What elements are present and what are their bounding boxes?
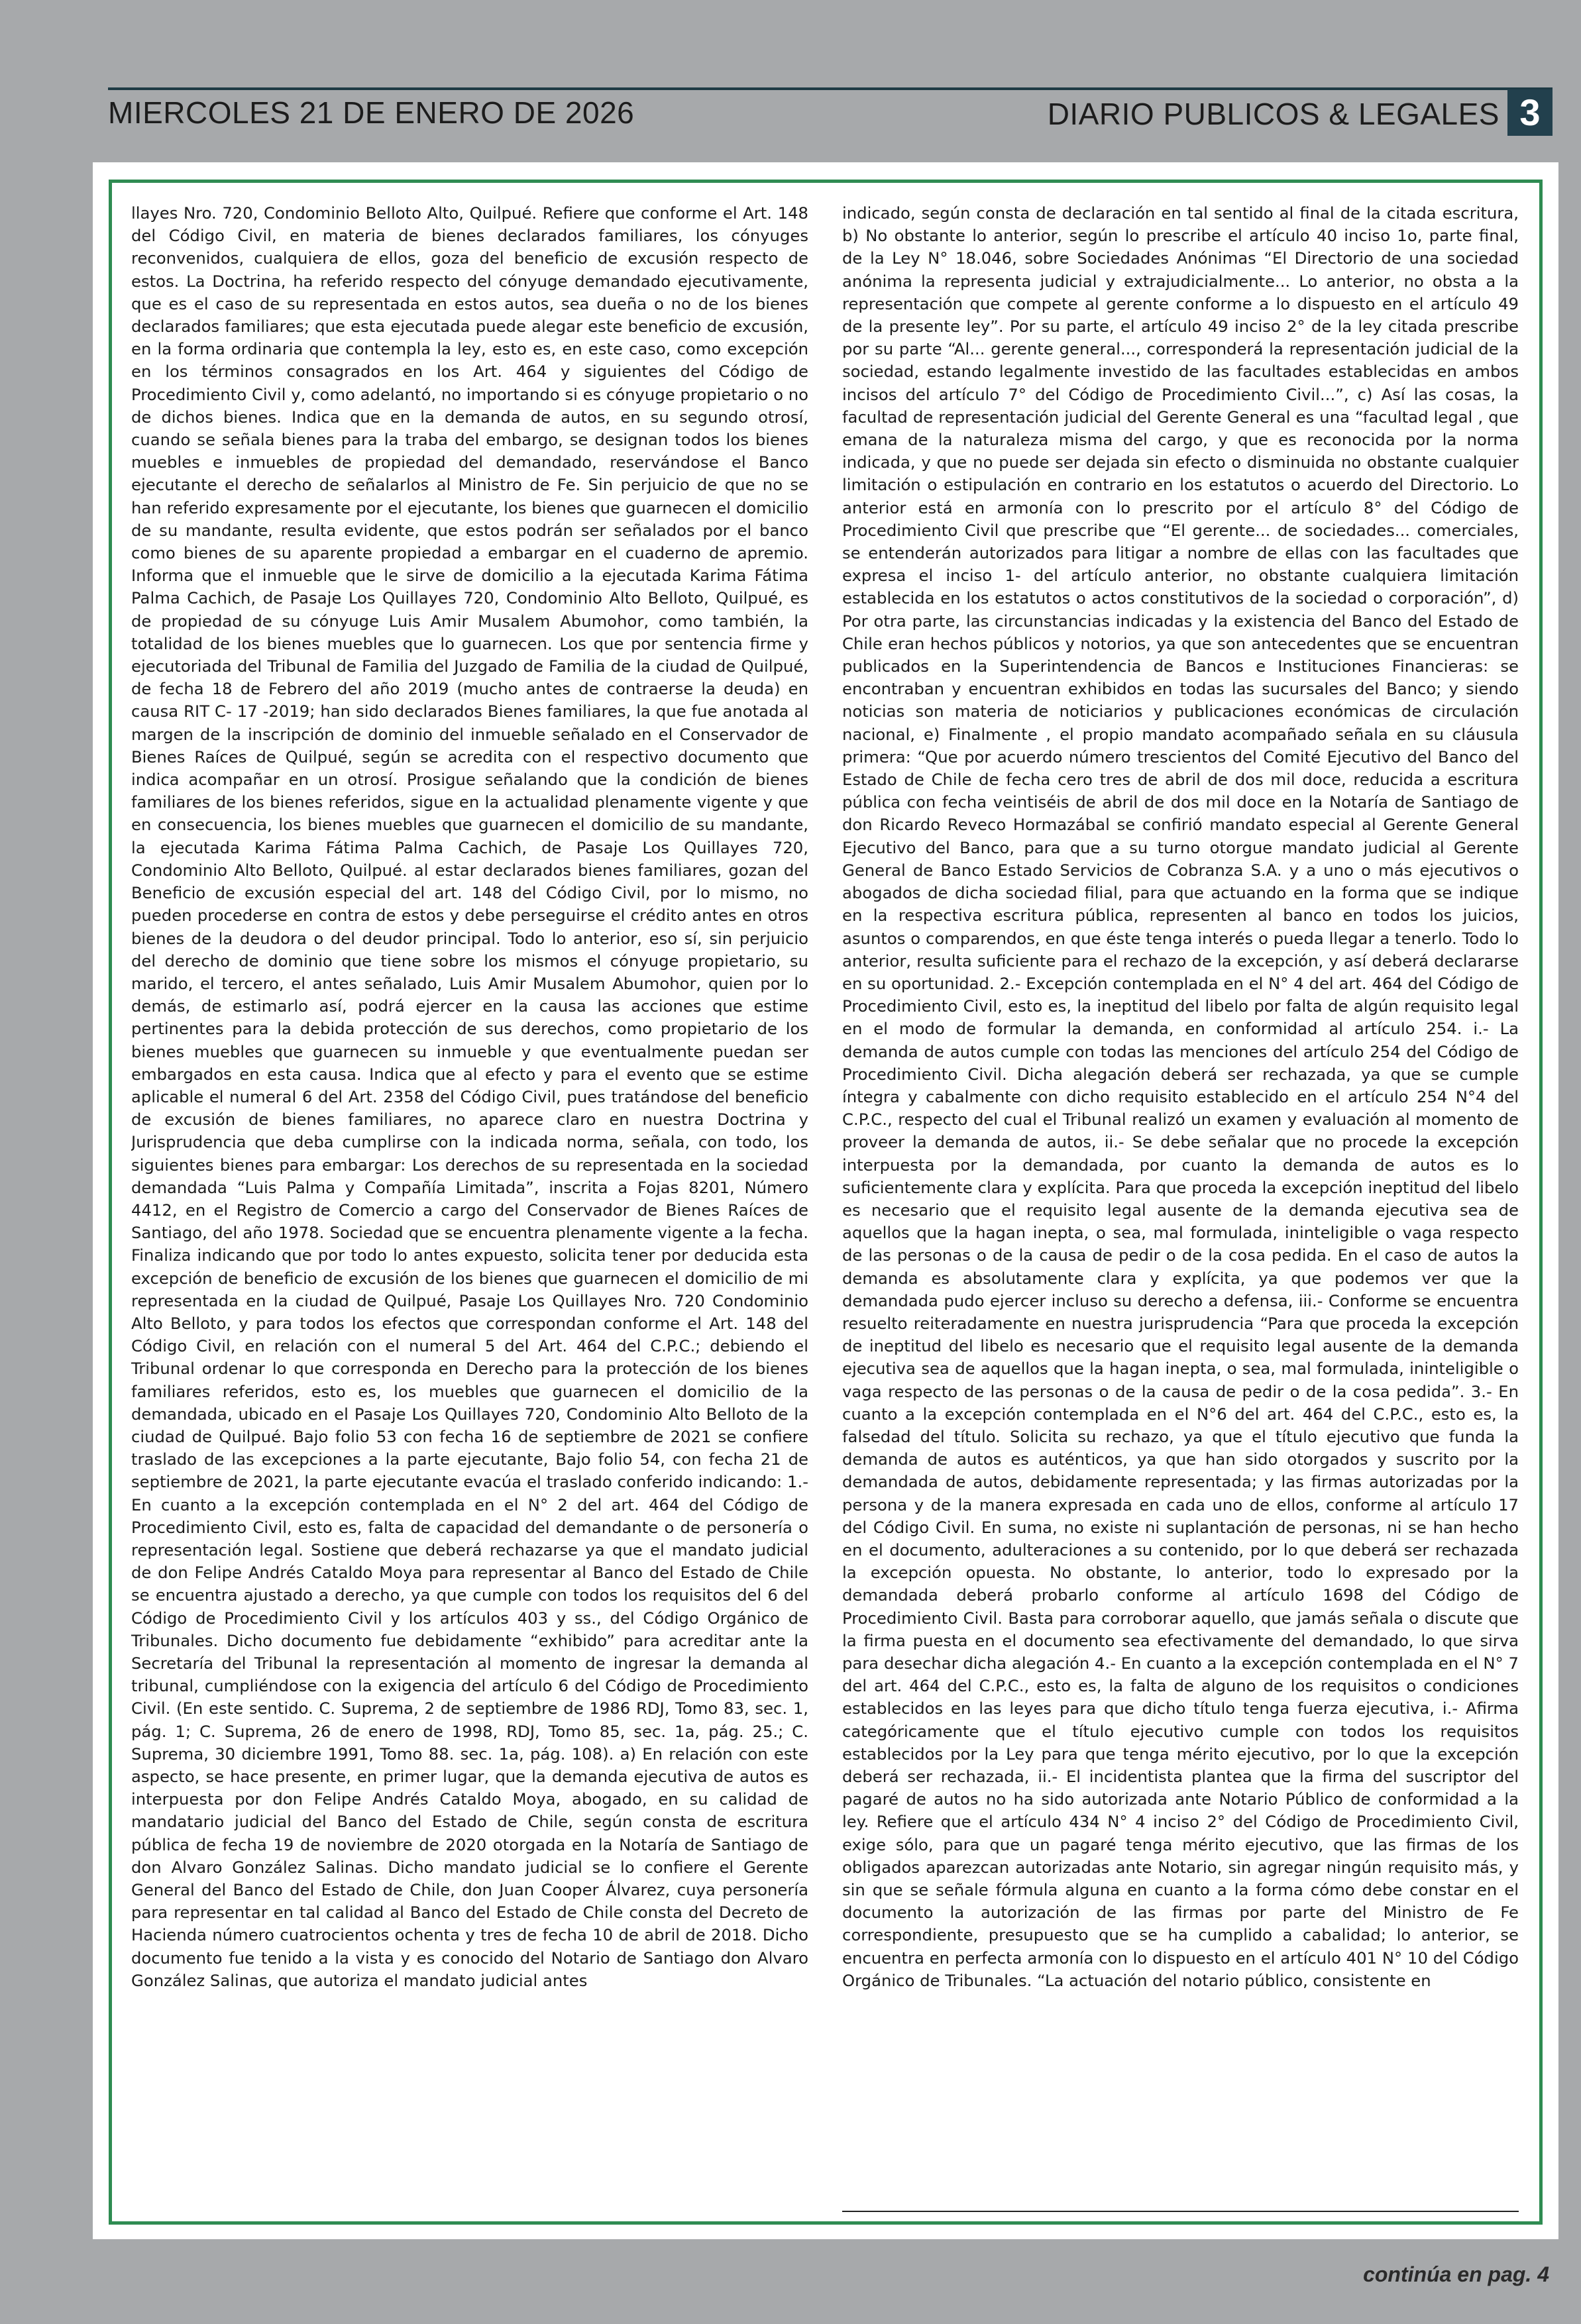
column-end-rule <box>842 2211 1519 2212</box>
header-rule <box>108 87 1553 90</box>
page-number-badge: 3 <box>1507 89 1553 136</box>
continuation-note: continúa en pag. 4 <box>1363 2262 1549 2286</box>
publication-name: DIARIO PUBLICOS & LEGALES <box>1047 97 1499 131</box>
page-header <box>108 83 1553 132</box>
issue-date: MIERCOLES 21 DE ENERO DE 2026 <box>108 95 635 130</box>
article-sheet <box>93 162 1558 2239</box>
text-column-right: indicado, según consta de declaración en tal sentido al final de la citada escritura, b) No obstante lo anterior, según lo prescribe el artículo 40 inciso 1o, parte final, de la Ley N° 18.046, sobre Sociedades Anónimas “El Directorio de una sociedad anónima la representa judicial y extrajudicialmente... Lo anterior, no obsta a la representación que compete al gerente conforme a lo dispuesto en el artículo 49 de la presente ley”. Por su parte, el artículo 49 inciso 2° de la ley citada prescribe por su parte “Al... gerente general..., corresponderá la representación judicial de la sociedad, estando legalmente investido de las facultades establecidas en ambos incisos del artículo 7° del Código de Procedimiento Civil...”, c) Así las cosas, la facultad de representación judicial del Gerente General es una “facultad legal , que emana de la naturaleza misma del cargo, y que es reconocida por la norma indicada, y que no puede ser dejada sin efecto o disminuida no obstante cualquier limitación o estipulación en contrario en los estatutos o acuerdo del Directorio. Lo anterior está en armonía con lo prescrito por el artículo 8° del Código de Procedimiento Civil que prescribe que “El gerente... de sociedades... comerciales, se entenderán autorizados para litigar a nombre de ellas con las facultades que expresa el inciso 1- del artículo anterior, no obstante cualquiera limitación establecida en los estatutos o actos constitutivos de la sociedad o corporación”, d) Por otra parte, las circunstancias indicadas y la existencia del Banco del Estado de Chile eran hechos públicos y notorios, ya que son antecedentes que se encuentran publicados en la Superintendencia de Bancos e Instituciones Financieras: se encontraban y encuentran exhibidos en todas las sucursales del Banco; y siendo noticias son materia de noticiarios y publicaciones económicas de circulación nacional, e) Finalmente , el propio mandato acompañado señala en su cláusula primera: “Que por acuerdo número trescientos del Comité Ejecutivo del Banco del Estado de Chile de fecha cero tres de abril de dos mil doce, reducida a escritura pública con fecha veintiséis de abril de dos mil doce en la Notaría de Santiago de don Ricardo Reveco Hormazábal se confirió mandato especial al Gerente General Ejecutivo del Banco, para que a su turno otorgue mandato judicial al Gerente General de Banco Estado Servicios de Cobranza S.A. y a uno o más ejecutivos o abogados de dicha sociedad filial, para que actuando en la forma que se indique en la respectiva escritura pública, representen al banco en todos los juicios, asuntos o comparendos, en que éste tenga interés o pueda llegar a tenerlo. Todo lo anterior, resulta suficiente para el rechazo de la excepción, y así deberá declararse en su oportunidad. 2.- Excepción contemplada en el N° 4 del art. 464 del Código de Procedimiento Civil, esto es, la ineptitud del libelo por falta de algún requisito legal en el modo de formular la demanda, en conformidad al artículo 254. i.- La demanda de autos cumple con todas las menciones del artículo 254 del Código de Procedimiento Civil. Dicha alegación deberá ser rechazada, ya que se cumple íntegra y cabalmente con dicho requisito establecido en el artículo 254 N°4 del C.P.C., respecto del cual el Tribunal realizó un examen y evaluación al momento de proveer la demanda de autos, ii.- Se debe señalar que no procede la excepción interpuesta por la demandada, por cuanto la demanda de autos es lo suficientemente clara y explícita. Para que proceda la excepción ineptitud del libelo es necesario que el requisito legal ausente de la demanda ejecutiva sea de aquellos que la hagan inepta, o sea, mal formulada, ininteligible o vaga respecto de las personas o de la causa de pedir o de la cosa pedida. En el caso de autos la demanda es absolutamente clara y explícita, ya que podemos ver que la demandada pudo ejercer incluso su derecho a defensa, iii.- Conforme se encuentra resuelto reiteradamente en nuestra jurisprudencia “Para que proceda la excepción de ineptitud del libelo es necesario que el requisito legal ausente de la demanda ejecutiva sea de aquellos que la hagan inepta, o sea, mal formulada, ininteligible o vaga respecto de las personas o de la causa de pedir o de la cosa pedida”. 3.- En cuanto a la excepción contemplada en el N°6 del art. 464 del C.P.C., esto es, la falsedad del título. Solicita su rechazo, ya que el título ejecutivo que funda la demanda de autos es auténticos, ya que han sido otorgados y suscrito por la demandada de autos, debidamente representada; y las firmas autorizadas por la persona y de la manera expresada en cada uno de ellos, conforme al artículo 17 del Código Civil. En suma, no existe ni suplantación de personas, ni se han hecho en el documento, adulteraciones a su contenido, por lo que deberá ser rechazada la excepción opuesta. No obstante, lo anterior, todo lo expresado por la demandada deberá probarlo conforme al artículo 1698 del Código de Procedimiento Civil. Basta para corroborar aquello, que jamás señala o discute que la firma puesta en el documento sea efectivamente del demandado, lo que sirva para desechar dicha alegación 4.- En cuanto a la excepción contemplada en el N° 7 del art. 464 del C.P.C., esto es, la falta de alguno de los requisitos o condiciones establecidos en las leyes para que dicho título tenga fuerza ejecutiva, i.- Afirma categóricamente que el título ejecutivo cumple con todos los requisitos establecidos por la Ley para que tenga mérito ejecutivo, por lo que la excepción deberá ser rechazada, ii.- El incidentista plantea que la firma del suscriptor del pagaré de autos no ha sido autorizada ante Notario Público de conformidad a la ley. Refiere que el artículo 434 N° 4 inciso 2° del Código de Procedimiento Civil, exige sólo, para que un pagaré tenga mérito ejecutivo, que las firmas de los obligados aparezcan autorizadas ante Notario, sin agregar ningún requisito más, y sin que se señale fórmula alguna en cuanto a la forma cómo debe constar en el documento la autorización de las firmas por parte del Ministro de Fe correspondiente, presupuesto que se ha cumplido a cabalidad; lo anterior, se encuentra en perfecta armonía con lo dispuesto en el artículo 401 N° 10 del Código Orgánico de Tribunales. “La actuación del notario público, consistente en <box>842 203 1519 1990</box>
text-column-left: llayes Nro. 720, Condominio Belloto Alto, Quilpué. Refiere que conforme el Art. 148 del Código Civil, en materia de bienes declarados familiares, los cónyuges reconvenidos, cualquiera de ellos, goza del beneficio de excusión respecto de estos. La Doctrina, ha referido respecto del cónyuge demandado ejecutivamente, que es el caso de su representada en estos autos, sea dueña o no de los bienes declarados familiares; que esta ejecutada puede alegar este beneficio de excusión, en la forma ordinaria que contempla la ley, esto es, en este caso, como excepción en los términos consagrados en los Art. 464 y siguientes del Código de Procedimiento Civil y, como adelantó, no importando si es cónyuge propietario o no de dichos bienes. Indica que en la demanda de autos, en su segundo otrosí, cuando se señala bienes para la traba del embargo, se designan todos los bienes muebles e inmuebles de propiedad del demandado, reservándose el Banco ejecutante el derecho de señalarlos al Ministro de Fe. Sin perjuicio de que no se han referido expresamente por el ejecutante, los bienes que guarnecen el domicilio de su mandante, resulta evidente, que estos podrán ser señalados por el banco como bienes de su aparente propiedad a embargar en el cuaderno de apremio. Informa que el inmueble que le sirve de domicilio a la ejecutada Karima Fátima Palma Cachich, de Pasaje Los Quillayes 720, Condominio Alto Belloto, Quilpué, es de propiedad de su cónyuge Luis Amir Musalem Abumohor, como también, la totalidad de los bienes muebles que lo guarnecen. Los que por sentencia firme y ejecutoriada del Tribunal de Familia del Juzgado de Familia de la ciudad de Quilpué, de fecha 18 de Febrero del año 2019 (mucho antes de contraerse la deuda) en causa RIT C- 17 -2019; han sido declarados Bienes familiares, la que fue anotada al margen de la inscripción de dominio del inmueble señalado en el Conservador de Bienes Raíces de Quilpué, según se acredita con el respectivo documento que indica acompañar en un otrosí. Prosigue señalando que la condición de bienes familiares de los bienes referidos, sigue en la actualidad plenamente vigente y que en consecuencia, los bienes muebles que guarnecen el domicilio de su mandante, la ejecutada Karima Fátima Palma Cachich, de Pasaje Los Quillayes 720, Condominio Alto Belloto, Quilpué. al estar declarados bienes familiares, gozan del Beneficio de excusión especial del art. 148 del Código Civil, por lo mismo, no pueden procederse en contra de estos y debe perseguirse el crédito antes en otros bienes de la deudora o del deudor principal. Todo lo anterior, eso sí, sin perjuicio del derecho de dominio que tiene sobre los mismos el cónyuge propietario, su marido, el tercero, el antes señalado, Luis Amir Musalem Abumohor, quien por lo demás, de estimarlo así, podrá ejercer en la causa las acciones que estime pertinentes para la debida protección de sus derechos, como propietario de los bienes muebles que guarnecen su inmueble y que eventualmente puedan ser embargados en esta causa. Indica que al efecto y para el evento que se estime aplicable el numeral 6 del Art. 2358 del Código Civil, pues tratándose del beneficio de excusión de bienes familiares, no aparece claro en nuestra Doctrina y Jurisprudencia que deba cumplirse con la indicada norma, señala, con todo, los siguientes bienes para embargar: Los derechos de su representada en la sociedad demandada “Luis Palma y Compañía Limitada”, inscrita a Fojas 8201, Número 4412, en el Registro de Comercio a cargo del Conservador de Bienes Raíces de Santiago, del año 1978. Sociedad que se encuentra plenamente vigente a la fecha. Finaliza indicando que por todo lo antes expuesto, solicita tener por deducida esta excepción de beneficio de excusión de los bienes que guarnecen el domicilio de mi representada en la ciudad de Quilpué, Pasaje Los Quillayes Nro. 720 Condominio Alto Belloto, y para todos los efectos que correspondan conforme el Art. 148 del Código Civil, en relación con el numeral 5 del Art. 464 del C.P.C.; debiendo el Tribunal ordenar lo que corresponda en Derecho para la protección de los bienes familiares referidos, esto es, los muebles que guarnecen el domicilio de la demandada, ubicado en el Pasaje Los Quillayes 720, Condominio Alto Belloto de la ciudad de Quilpué. Bajo folio 53 con fecha 16 de septiembre de 2021 se confiere traslado de las excepciones a la parte ejecutante, Bajo folio 54, con fecha 21 de septiembre de 2021, la parte ejecutante evacúa el traslado conferido indicando: 1.- En cuanto a la excepción contemplada en el N° 2 del art. 464 del Código de Procedimiento Civil, esto es, falta de capacidad del demandante o de personería o representación legal. Sostiene que deberá rechazarse ya que el mandato judicial de don Felipe Andrés Cataldo Moya para representar al Banco del Estado de Chile se encuentra ajustado a derecho, ya que cumple con todos los requisitos del 6 del Código de Procedimiento Civil y los artículos 403 y ss., del Código Orgánico de Tribunales. Dicho documento fue debidamente “exhibido” para acreditar ante la Secretaría del Tribunal la representación al momento de ingresar la demanda al tribunal, cumpliéndose con la exigencia del artículo 6 del Código de Procedimiento Civil. (En este sentido. C. Suprema, 2 de septiembre de 1986 RDJ, Tomo 83, sec. 1, pág. 1; C. Suprema, 26 de enero de 1998, RDJ, Tomo 85, sec. 1a, pág. 25.; C. Suprema, 30 diciembre 1991, Tomo 88. sec. 1a, pág. 108). a) En relación con este aspecto, se hace presente, en primer lugar, que la demanda ejecutiva de autos es interpuesta por don Felipe Andrés Cataldo Moya, abogado, en su calidad de mandatario judicial del Banco del Estado de Chile, según consta de escritura pública de fecha 19 de noviembre de 2020 otorgada en la Notaría de Santiago de don Alvaro González Salinas. Dicho mandato judicial se lo confiere el Gerente General del Banco del Estado de Chile, don Juan Cooper Álvarez, cuya personería para representar en tal calidad al Banco del Estado de Chile consta del Decreto de Hacienda número cuatrocientos ochenta y tres de fecha 10 de abril de 2018. Dicho documento fue tenido a la vista y es conocido del Notario de Santiago don Alvaro González Salinas, que autoriza el mandato judicial antes <box>131 203 808 1990</box>
